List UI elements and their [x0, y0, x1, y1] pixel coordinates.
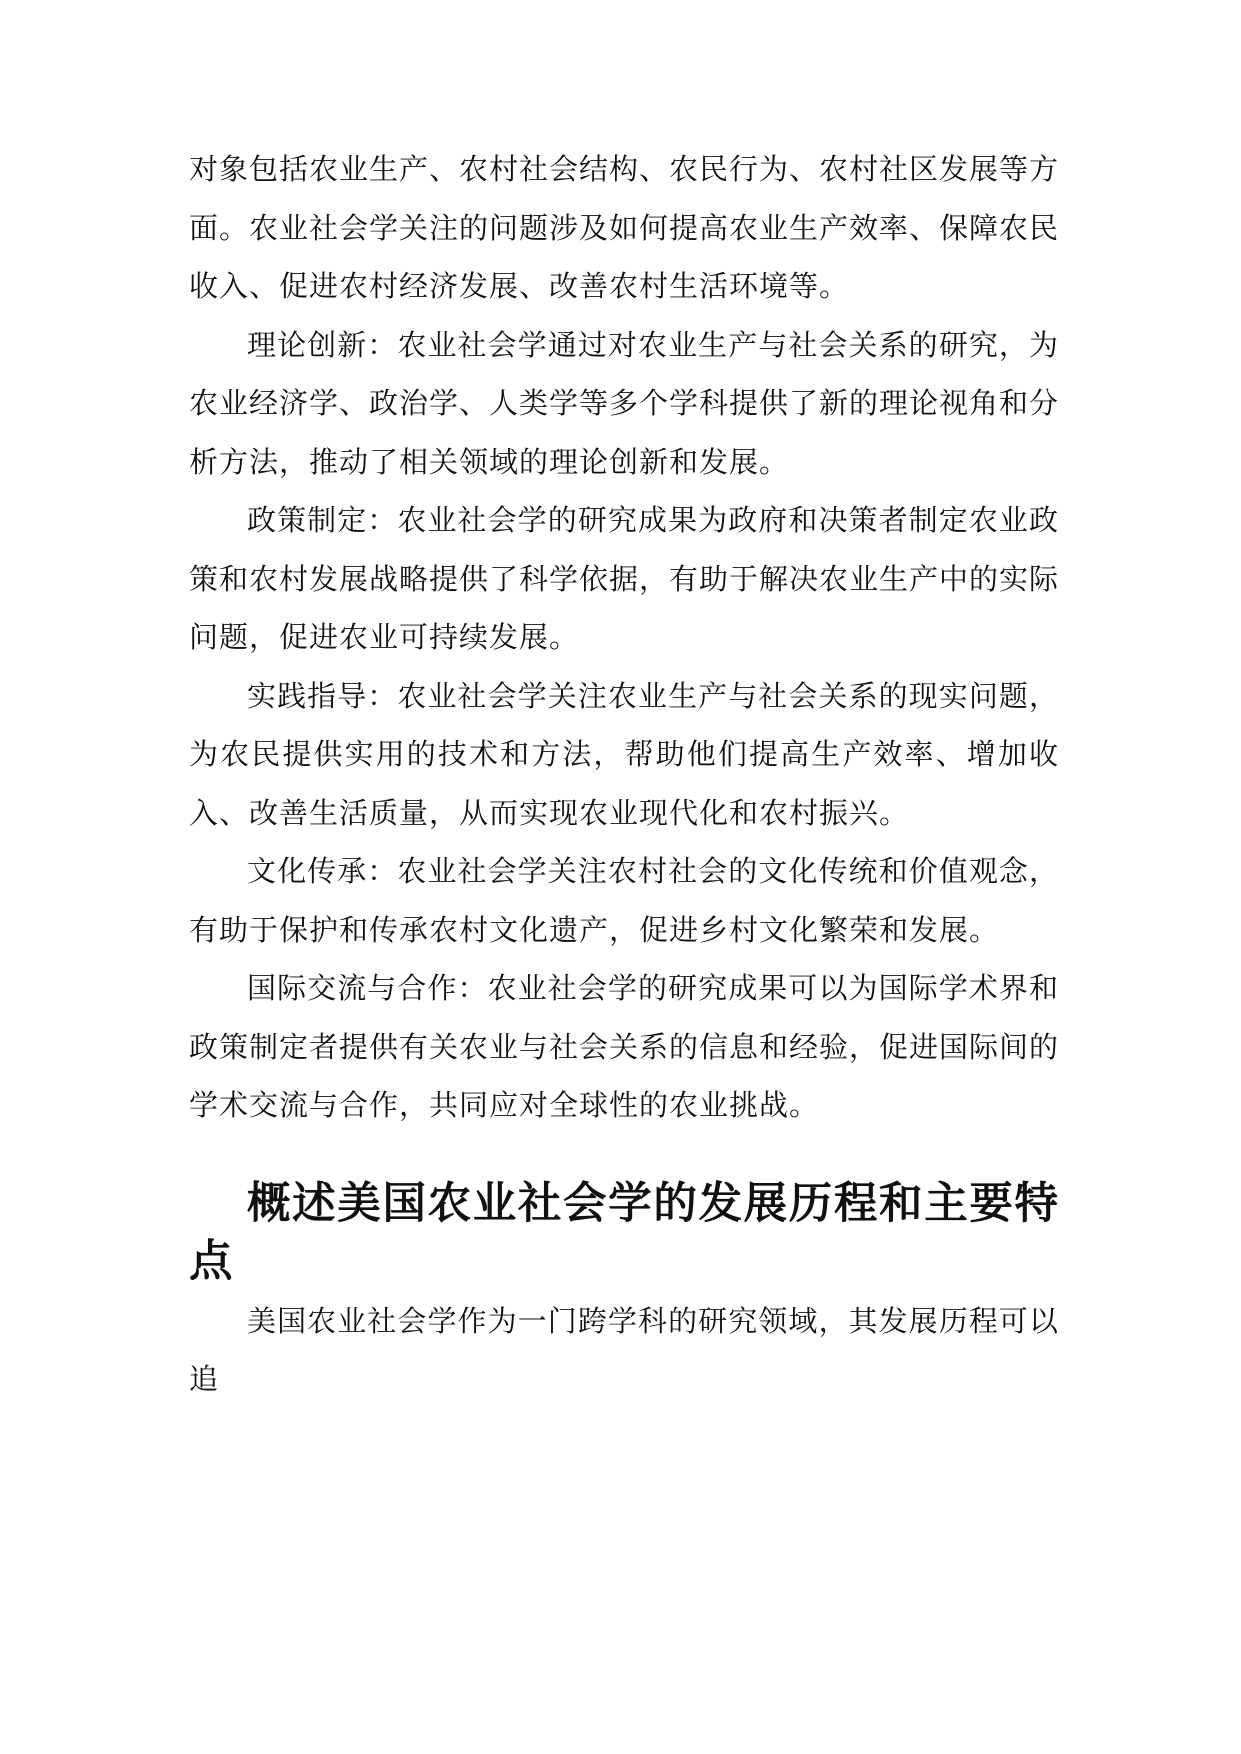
section-heading: 概述美国农业社会学的发展历程和主要特点 [189, 1178, 1059, 1287]
paragraph-international-exchange: 国际交流与合作：农业社会学的研究成果可以为国际学术界和政策制定者提供有关农业与社会关系的信息和经验，促进国际间的学术交流与合作，共同应对全球性的农业挑战。 [189, 971, 1060, 1122]
paragraph-practice-guidance: 实践指导：农业社会学关注农业生产与社会关系的现实问题，为农民提供实用的技术和方法，帮助他们提高生产效率、增加收入、改善生活质量，从而实现农业现代化和农村振兴。 [189, 678, 1059, 830]
paragraph-policy-making: 政策制定：农业社会学的研究成果为政府和决策者制定农业政策和农村发展战略提供了科学依据，有助于解决农业生产中的实际问题，促进农业可持续发展。 [189, 503, 1060, 654]
paragraph-section-intro: 美国农业社会学作为一门跨学科的研究领域，其发展历程可以追 [189, 1303, 1059, 1396]
paragraph-theory-innovation: 理论创新：农业社会学通过对农业生产与社会关系的研究，为农业经济学、政治学、人类学等多个学科提供了新的理论视角和分析方法，推动了相关领域的理论创新和发展。 [189, 327, 1060, 479]
paragraph-continuation: 对象包括农业生产、农村社会结构、农民行为、农村社区发展等方面。农业社会学关注的问题涉及如何提高农业生产效率、保障农民收入、促进农村经济发展、改善农村生活环境等。 [189, 152, 1060, 303]
document-body [189, 140, 1059, 1409]
paragraph-cultural-heritage: 文化传承：农业社会学关注农村社会的文化传统和价值观念，有助于保护和传承农村文化遗产，促进乡村文化繁荣和发展。 [189, 854, 1059, 947]
